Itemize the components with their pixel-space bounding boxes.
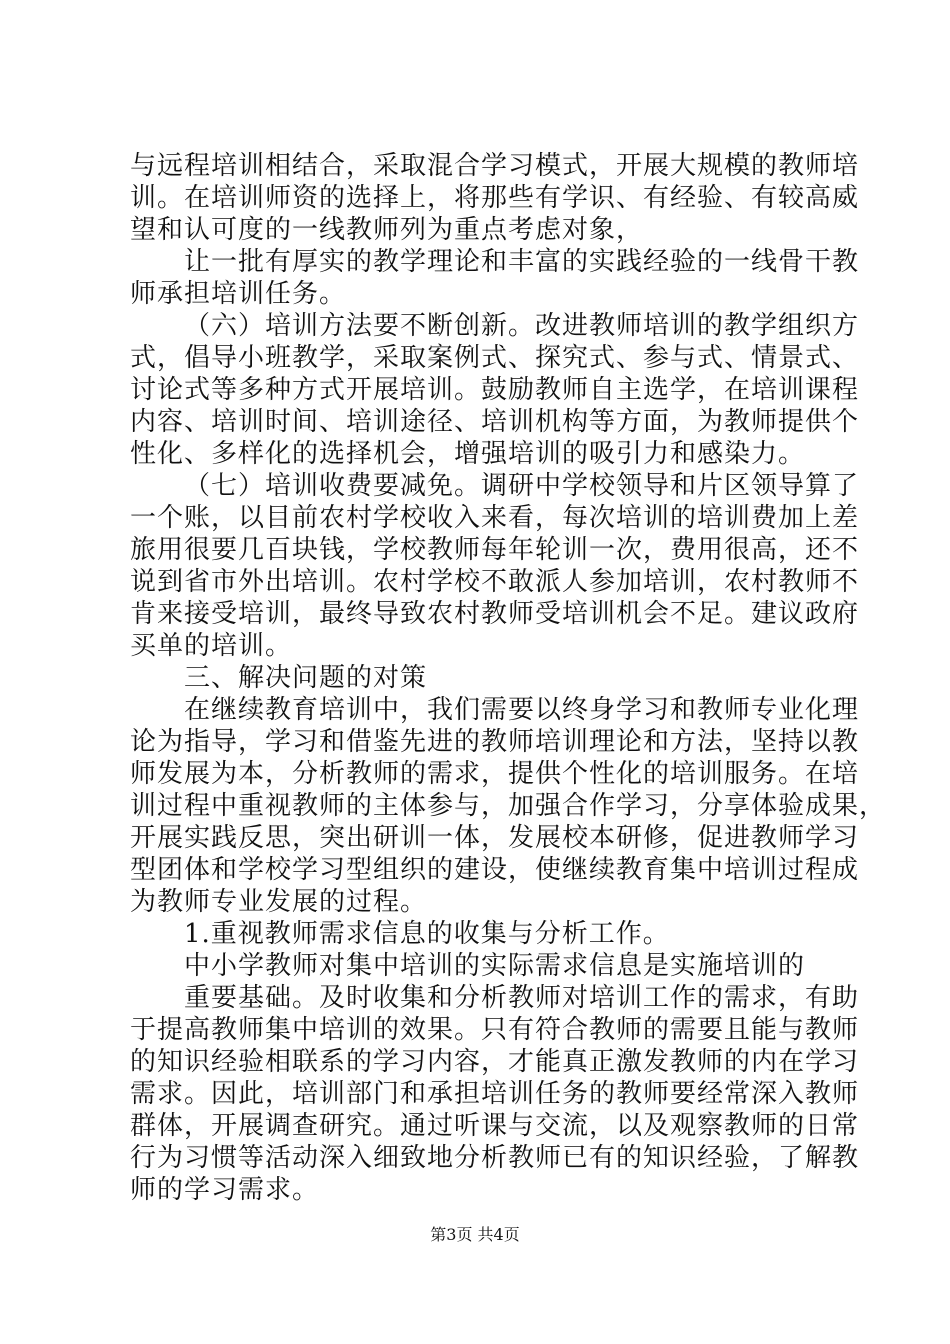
text-line: 训过程中重视教师的主体参与，加强合作学习，分享体验成果， xyxy=(130,791,887,821)
text-line: 在继续教育培训中，我们需要以终身学习和教师专业化理 xyxy=(184,695,860,725)
text-line: 内容、培训时间、培训途径、培训机构等方面，为教师提供个 xyxy=(130,407,860,437)
text-line: 性化、多样化的选择机会，增强培训的吸引力和感染力。 xyxy=(130,439,806,469)
text-line: 重要基础。及时收集和分析教师对培训工作的需求，有助 xyxy=(184,983,860,1013)
text-line: 师发展为本，分析教师的需求，提供个性化的培训服务。在培 xyxy=(130,759,860,789)
text-line: 行为习惯等活动深入细致地分析教师已有的知识经验，了解教 xyxy=(130,1143,860,1173)
text-line: 中小学教师对集中培训的实际需求信息是实施培训的 xyxy=(184,951,806,981)
text-line: 训。在培训师资的选择上，将那些有学识、有经验、有较高威 xyxy=(130,183,860,213)
text-line: 1.重视教师需求信息的收集与分析工作。 xyxy=(184,919,670,949)
text-line: 型团体和学校学习型组织的建设，使继续教育集中培训过程成 xyxy=(130,855,860,885)
text-line: 讨论式等多种方式开展培训。鼓励教师自主选学，在培训课程 xyxy=(130,375,860,405)
text-line: 的知识经验相联系的学习内容，才能真正激发教师的内在学习 xyxy=(130,1047,860,1077)
text-line: 为教师专业发展的过程。 xyxy=(130,887,428,917)
text-line: （七）培训收费要减免。调研中学校领导和片区领导算了 xyxy=(184,471,860,501)
text-line: 式，倡导小班教学，采取案例式、探究式、参与式、情景式、 xyxy=(130,343,860,373)
text-line: 三、解决问题的对策 xyxy=(184,663,428,693)
text-line: 于提高教师集中培训的效果。只有符合教师的需要且能与教师 xyxy=(130,1015,860,1045)
text-line: 论为指导，学习和借鉴先进的教师培训理论和方法，坚持以教 xyxy=(130,727,860,757)
text-line: 让一批有厚实的教学理论和丰富的实践经验的一线骨干教 xyxy=(184,247,860,277)
text-line: 旅用很要几百块钱，学校教师每年轮训一次，费用很高，还不 xyxy=(130,535,860,565)
document-body xyxy=(130,150,887,1206)
text-line: 望和认可度的一线教师列为重点考虑对象， xyxy=(130,215,644,245)
page-footer: 第3页 共4页 xyxy=(430,1225,520,1244)
text-line: 群体，开展调查研究。通过听课与交流，以及观察教师的日常 xyxy=(130,1111,860,1141)
text-line: 买单的培训。 xyxy=(130,631,293,661)
text-line: 说到省市外出培训。农村学校不敢派人参加培训，农村教师不 xyxy=(130,567,860,597)
text-line: 肯来接受培训，最终导致农村教师受培训机会不足。建议政府 xyxy=(130,599,860,629)
text-line: 师承担培训任务。 xyxy=(130,279,347,309)
text-line: 开展实践反思，突出研训一体，发展校本研修，促进教师学习 xyxy=(130,823,860,853)
text-line: 一个账，以目前农村学校收入来看，每次培训的培训费加上差 xyxy=(130,503,860,533)
text-line: 与远程培训相结合，采取混合学习模式，开展大规模的教师培 xyxy=(130,151,860,181)
text-line: （六）培训方法要不断创新。改进教师培训的教学组织方 xyxy=(184,311,860,341)
text-line: 师的学习需求。 xyxy=(130,1175,320,1205)
text-line: 需求。因此，培训部门和承担培训任务的教师要经常深入教师 xyxy=(130,1079,860,1109)
